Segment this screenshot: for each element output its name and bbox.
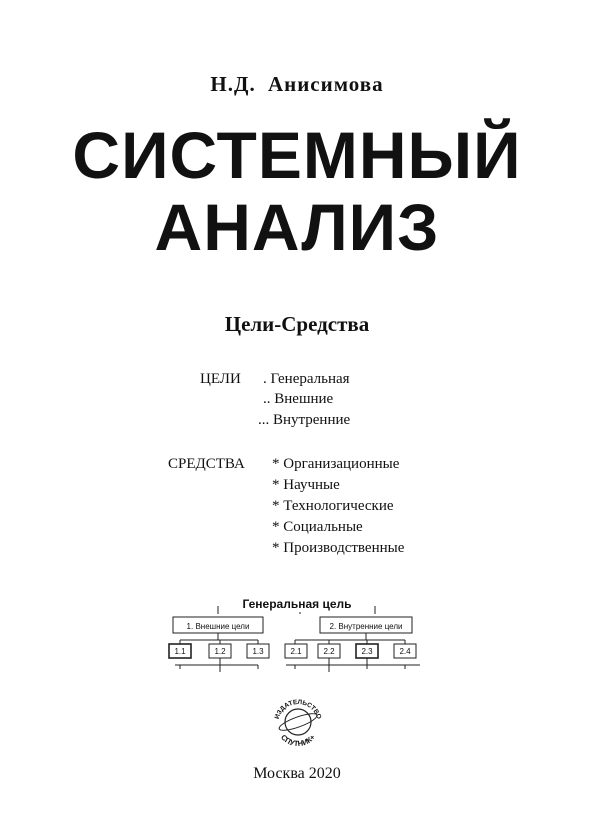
diagram-branch-left: 1. Внешние цели [186, 622, 250, 631]
diagram-leaf: 1.2 [214, 647, 226, 656]
author-name: Н.Д. Анисимова [210, 72, 384, 96]
svg-text:СПУТНИК+: СПУТНИК+ [279, 732, 317, 749]
means-item: * Организационные [272, 456, 400, 472]
publication-city-year: Москва 2020 [253, 765, 341, 782]
publisher-logo-icon [270, 694, 326, 750]
book-subtitle: Цели-Средства [224, 312, 370, 336]
goals-item: . Генеральная [263, 371, 350, 387]
goals-label: ЦЕЛИ [200, 371, 241, 387]
svg-text:ИЗДАТЕЛЬСТВО: ИЗДАТЕЛЬСТВО [273, 698, 323, 721]
book-title-line-2: АНАЛИЗ [154, 190, 440, 264]
means-item: * Социальные [272, 519, 363, 535]
diagram-leaf: 1.3 [252, 647, 264, 656]
goals-item: .. Внешние [263, 391, 334, 407]
diagram-leaf: 2.1 [290, 647, 302, 656]
diagram-leaf: 2.4 [399, 647, 411, 656]
diagram-leaf: 2.3 [361, 647, 373, 656]
goals-item: ... Внутренние [258, 412, 351, 428]
diagram-leaf: 1.1 [174, 647, 186, 656]
diagram-root-label: Генеральная цель [242, 597, 352, 611]
book-title-line-1: СИСТЕМНЫЙ [72, 118, 522, 192]
diagram-branch-right: 2. Внутренние цели [329, 622, 403, 631]
diagram-leaf: 2.2 [323, 647, 335, 656]
means-item: * Технологические [272, 498, 394, 514]
means-label: СРЕДСТВА [168, 456, 245, 472]
means-item: * Производственные [272, 540, 405, 556]
means-item: * Научные [272, 477, 340, 493]
